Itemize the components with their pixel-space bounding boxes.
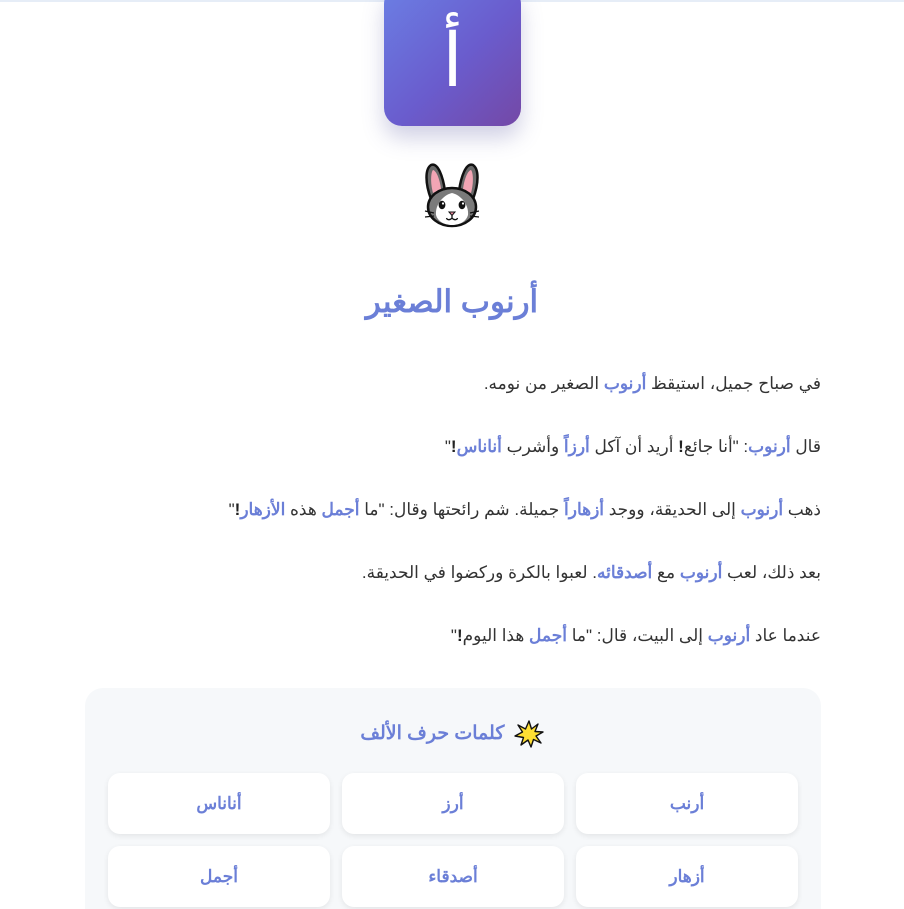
highlighted-word: أرنوب [603, 374, 647, 393]
story-text-segment: . لعبوا بالكرة وركضوا في الحديقة. [361, 563, 598, 582]
highlighted-word: أجمل [529, 626, 567, 645]
story-text-segment: هذا اليوم [462, 626, 530, 645]
story-paragraph [84, 433, 821, 496]
highlighted-word: أرنوب [748, 437, 791, 456]
story-text-segment: وأشرب [501, 437, 564, 456]
exclamation-mark: ! [678, 437, 684, 456]
story-text-segment: بعد ذلك، لعب [722, 563, 821, 582]
story-text-segment: : "أنا جائع [683, 437, 749, 456]
letter-words-title-text: كلمات حرف الألف [360, 723, 505, 745]
word-card[interactable]: أصدقاء [342, 846, 564, 907]
rabbit-face-icon [421, 163, 483, 229]
story-text-segment: " [450, 626, 457, 645]
word-card[interactable]: أرز [342, 773, 564, 834]
story-text-segment: إلى البيت، قال: "ما [566, 626, 708, 645]
story-title: أرنوب الصغير [365, 284, 539, 319]
word-card[interactable]: أجمل [108, 846, 330, 907]
exclamation-mark: ! [234, 500, 241, 519]
story-text [84, 370, 821, 685]
story-paragraph [84, 496, 821, 559]
featured-letter: أ [442, 18, 463, 104]
story-text-segment: " [444, 437, 451, 456]
highlighted-word: أزهاراً [564, 500, 605, 519]
story-text-segment: قال [790, 437, 821, 456]
word-card[interactable]: أناناس [108, 773, 330, 834]
story-text-segment: مع [652, 563, 680, 582]
letter-card [384, 0, 521, 126]
highlighted-word: أرزاً [563, 437, 590, 456]
sparkle-star-icon [514, 720, 544, 748]
story-text-segment: جميلة. شم رائحتها وقال: "ما [359, 500, 565, 519]
highlighted-word: أرنوب [679, 563, 723, 582]
exclamation-mark: ! [450, 437, 457, 456]
highlighted-word: الأزهار [240, 500, 286, 519]
story-text-segment: هذه [285, 500, 322, 519]
letter-words-title [0, 720, 904, 748]
story-text-segment: أريد أن آكل [589, 437, 679, 456]
story-text-segment: عندما عاد [750, 626, 821, 645]
letter-words-grid [108, 773, 798, 907]
highlighted-word: أصدقائه [597, 563, 653, 582]
story-paragraph [84, 370, 821, 433]
highlighted-word: أجمل [321, 500, 360, 519]
story-text-segment: ذهب [783, 500, 821, 519]
highlighted-word: أرنوب [740, 500, 784, 519]
word-card[interactable]: أزهار [576, 846, 798, 907]
story-text-segment: إلى الحديقة، ووجد [604, 500, 741, 519]
highlighted-word: أناناس [456, 437, 502, 456]
story-paragraph [84, 622, 821, 685]
story-text-segment: في صباح جميل، استيقظ [646, 374, 821, 393]
highlighted-word: أرنوب [707, 626, 751, 645]
story-text-segment: " [228, 500, 235, 519]
story-paragraph [84, 559, 821, 622]
story-text-segment: الصغير من نومه. [483, 374, 604, 393]
exclamation-mark: ! [456, 626, 463, 645]
word-card[interactable]: أرنب [576, 773, 798, 834]
